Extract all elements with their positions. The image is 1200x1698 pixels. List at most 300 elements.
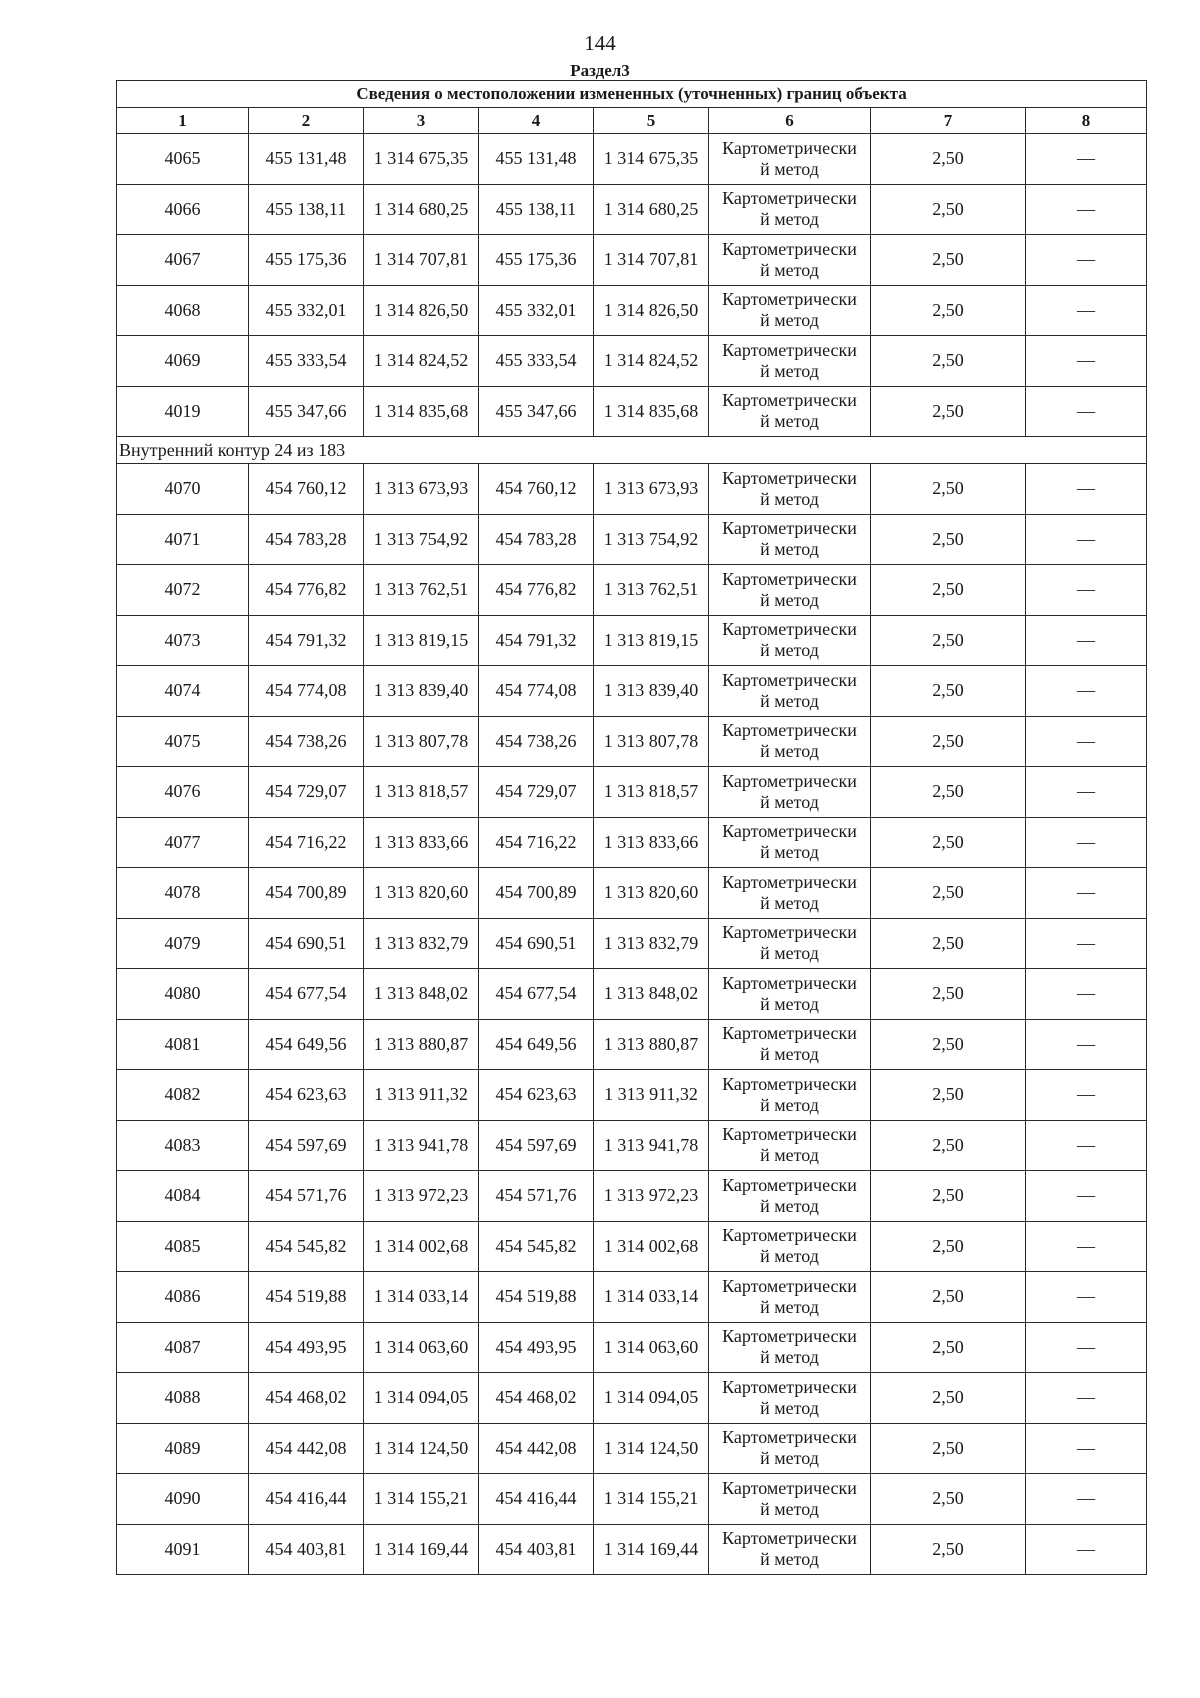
column-number: 7 <box>871 108 1026 134</box>
table-cell: 454 760,12 <box>479 464 594 515</box>
table-row <box>117 716 1147 767</box>
table-cell: 454 623,63 <box>479 1070 594 1121</box>
table-row <box>117 767 1147 818</box>
table-cell: 1 313 839,40 <box>364 666 479 717</box>
method-text-line: Картометрически <box>722 289 857 310</box>
table-cell <box>709 336 871 387</box>
table-cell: 454 519,88 <box>479 1272 594 1323</box>
table-cell: 2,50 <box>871 1272 1026 1323</box>
method-text-line: й метод <box>760 1549 819 1570</box>
method-text-line: й метод <box>760 1094 819 1115</box>
table-cell: 1 313 880,87 <box>594 1019 709 1070</box>
table-cell: 1 314 680,25 <box>594 184 709 235</box>
table-row <box>117 1171 1147 1222</box>
table-cell: 1 313 848,02 <box>594 969 709 1020</box>
table-cell <box>709 1524 871 1575</box>
table-row <box>117 1474 1147 1525</box>
table-cell: 2,50 <box>871 817 1026 868</box>
table-cell <box>709 817 871 868</box>
table-row <box>117 1120 1147 1171</box>
method-text-line: й метод <box>760 1448 819 1469</box>
table-cell: 1 314 826,50 <box>364 285 479 336</box>
table-cell: 1 314 675,35 <box>364 134 479 185</box>
table-cell: — <box>1026 565 1147 616</box>
table-cell: 454 700,89 <box>479 868 594 919</box>
table-cell: 4085 <box>117 1221 249 1272</box>
table-cell: 454 442,08 <box>249 1423 364 1474</box>
table-cell: 1 313 911,32 <box>364 1070 479 1121</box>
method-text-line: й метод <box>760 993 819 1014</box>
table-cell <box>709 1373 871 1424</box>
table-row <box>117 134 1147 185</box>
table-cell: 1 313 754,92 <box>364 514 479 565</box>
table-cell: 1 314 155,21 <box>364 1474 479 1525</box>
table-cell: 4069 <box>117 336 249 387</box>
table-cell: 454 416,44 <box>479 1474 594 1525</box>
table-cell: 454 677,54 <box>479 969 594 1020</box>
table-cell: — <box>1026 514 1147 565</box>
table-row <box>117 918 1147 969</box>
table-cell <box>709 969 871 1020</box>
method-text-line: й метод <box>760 1246 819 1267</box>
method-text-line: й метод <box>760 539 819 560</box>
table-cell: 1 314 155,21 <box>594 1474 709 1525</box>
table-cell: 455 333,54 <box>249 336 364 387</box>
column-number: 5 <box>594 108 709 134</box>
table-cell <box>709 868 871 919</box>
table-cell <box>709 1070 871 1121</box>
table-cell: 4086 <box>117 1272 249 1323</box>
table-cell: 1 313 818,57 <box>594 767 709 818</box>
table-cell: 454 468,02 <box>479 1373 594 1424</box>
table-cell: — <box>1026 868 1147 919</box>
table-row <box>117 817 1147 868</box>
table-cell: 4077 <box>117 817 249 868</box>
table-cell: 4087 <box>117 1322 249 1373</box>
table-cell: 455 332,01 <box>479 285 594 336</box>
table-cell: 455 138,11 <box>479 184 594 235</box>
method-text-line: Картометрически <box>722 568 857 589</box>
table-cell: 4019 <box>117 386 249 437</box>
table-cell: 2,50 <box>871 1322 1026 1373</box>
contour-label: Внутренний контур 24 из 183 <box>117 437 1147 464</box>
method-text-line: й метод <box>760 1195 819 1216</box>
table-cell: 4091 <box>117 1524 249 1575</box>
table-cell: 1 313 941,78 <box>364 1120 479 1171</box>
table-cell: 2,50 <box>871 1120 1026 1171</box>
method-text-line: Картометрически <box>722 1477 857 1498</box>
table-cell <box>709 1423 871 1474</box>
table-cell: 454 716,22 <box>249 817 364 868</box>
table-cell: 454 738,26 <box>249 716 364 767</box>
table-cell: — <box>1026 134 1147 185</box>
table-cell: 4073 <box>117 615 249 666</box>
method-text-line: Картометрически <box>722 821 857 842</box>
table-cell: 454 493,95 <box>479 1322 594 1373</box>
table-cell <box>709 767 871 818</box>
table-cell: — <box>1026 666 1147 717</box>
method-text-line: Картометрически <box>722 619 857 640</box>
method-text-line: й метод <box>760 1347 819 1368</box>
section-title: Раздел3 <box>570 61 630 80</box>
table-cell <box>709 464 871 515</box>
table-body <box>117 81 1147 1575</box>
table-caption: Сведения о местоположении измененных (уточненных) границ объекта <box>117 81 1147 108</box>
table-row <box>117 285 1147 336</box>
table-cell: 455 138,11 <box>249 184 364 235</box>
method-text-line: Картометрически <box>722 1326 857 1347</box>
table-cell: 1 314 124,50 <box>364 1423 479 1474</box>
method-text-line: й метод <box>760 791 819 812</box>
table-cell: 4078 <box>117 868 249 919</box>
table-cell: 4082 <box>117 1070 249 1121</box>
table-cell: 4084 <box>117 1171 249 1222</box>
table-cell: 454 729,07 <box>249 767 364 818</box>
column-number: 2 <box>249 108 364 134</box>
table-cell: 454 545,82 <box>479 1221 594 1272</box>
table-cell: — <box>1026 1120 1147 1171</box>
table-cell: 1 314 824,52 <box>594 336 709 387</box>
table-cell: 2,50 <box>871 1070 1026 1121</box>
table-cell: — <box>1026 1221 1147 1272</box>
method-text-line: й метод <box>760 259 819 280</box>
method-text-line: Картометрически <box>722 1023 857 1044</box>
method-text-line: й метод <box>760 690 819 711</box>
table-cell: — <box>1026 1474 1147 1525</box>
method-text-line: Картометрически <box>722 871 857 892</box>
table-cell: 1 313 839,40 <box>594 666 709 717</box>
method-text-line: й метод <box>760 360 819 381</box>
method-text-line: й метод <box>760 488 819 509</box>
table-cell <box>709 716 871 767</box>
table-cell: — <box>1026 1171 1147 1222</box>
column-number: 1 <box>117 108 249 134</box>
table-cell <box>709 1221 871 1272</box>
table-cell <box>709 666 871 717</box>
table-cell: 1 313 807,78 <box>594 716 709 767</box>
table-cell: 2,50 <box>871 386 1026 437</box>
table-cell: 1 313 754,92 <box>594 514 709 565</box>
table-cell: 454 783,28 <box>249 514 364 565</box>
table-cell <box>709 1120 871 1171</box>
table-cell: 1 313 848,02 <box>364 969 479 1020</box>
table-cell: 1 314 707,81 <box>364 235 479 286</box>
column-number: 3 <box>364 108 479 134</box>
table-cell: 454 760,12 <box>249 464 364 515</box>
table-row <box>117 868 1147 919</box>
table-cell: 1 314 033,14 <box>594 1272 709 1323</box>
table-cell: — <box>1026 918 1147 969</box>
table-cell: 2,50 <box>871 1373 1026 1424</box>
column-number: 4 <box>479 108 594 134</box>
table-cell: 455 131,48 <box>479 134 594 185</box>
method-text-line: й метод <box>760 943 819 964</box>
table-cell: 454 571,76 <box>479 1171 594 1222</box>
table-cell: — <box>1026 235 1147 286</box>
method-text-line: й метод <box>760 1145 819 1166</box>
table-cell <box>709 615 871 666</box>
table-cell: 1 314 063,60 <box>364 1322 479 1373</box>
table-cell: 1 314 169,44 <box>364 1524 479 1575</box>
table-cell: 1 313 941,78 <box>594 1120 709 1171</box>
table-cell: — <box>1026 184 1147 235</box>
table-cell: 2,50 <box>871 1171 1026 1222</box>
table-cell: — <box>1026 1373 1147 1424</box>
method-text-line: й метод <box>760 842 819 863</box>
table-cell: 454 468,02 <box>249 1373 364 1424</box>
table-cell: 2,50 <box>871 235 1026 286</box>
table-cell: 1 314 094,05 <box>594 1373 709 1424</box>
table-cell <box>709 235 871 286</box>
method-text-line: й метод <box>760 741 819 762</box>
table-cell: 454 783,28 <box>479 514 594 565</box>
table-cell <box>709 918 871 969</box>
table-cell: 2,50 <box>871 1423 1026 1474</box>
table-cell: 4081 <box>117 1019 249 1070</box>
table-cell: 2,50 <box>871 184 1026 235</box>
method-text-line: й метод <box>760 1044 819 1065</box>
table-cell: 2,50 <box>871 1019 1026 1070</box>
table-cell <box>709 184 871 235</box>
table-row <box>117 514 1147 565</box>
table-cell: 454 623,63 <box>249 1070 364 1121</box>
table-cell: 1 314 835,68 <box>364 386 479 437</box>
method-text-line: й метод <box>760 892 819 913</box>
method-text-line: й метод <box>760 1397 819 1418</box>
table-cell: 2,50 <box>871 716 1026 767</box>
table-cell: 455 333,54 <box>479 336 594 387</box>
table-cell: 454 403,81 <box>479 1524 594 1575</box>
table-cell: 2,50 <box>871 666 1026 717</box>
table-cell <box>709 565 871 616</box>
table-cell: 454 442,08 <box>479 1423 594 1474</box>
table-cell: 454 776,82 <box>249 565 364 616</box>
table-row <box>117 235 1147 286</box>
table-cell: 455 332,01 <box>249 285 364 336</box>
table-cell: 454 403,81 <box>249 1524 364 1575</box>
table-row <box>117 386 1147 437</box>
table-cell: 1 313 833,66 <box>594 817 709 868</box>
table-cell: 454 545,82 <box>249 1221 364 1272</box>
method-text-line: й метод <box>760 1296 819 1317</box>
table-cell: 2,50 <box>871 565 1026 616</box>
table-cell: — <box>1026 1322 1147 1373</box>
table-cell: — <box>1026 336 1147 387</box>
table-cell: 454 729,07 <box>479 767 594 818</box>
table-row <box>117 1070 1147 1121</box>
table-cell: — <box>1026 1019 1147 1070</box>
table-row <box>117 969 1147 1020</box>
column-number: 8 <box>1026 108 1147 134</box>
method-text-line: Картометрически <box>722 669 857 690</box>
table-row <box>117 1524 1147 1575</box>
table-cell: 4088 <box>117 1373 249 1424</box>
table-cell <box>709 1322 871 1373</box>
table-cell: 454 791,32 <box>249 615 364 666</box>
table-cell: 455 175,36 <box>249 235 364 286</box>
table-cell: 4090 <box>117 1474 249 1525</box>
page-number: 144 <box>584 31 616 55</box>
table-cell: 1 313 807,78 <box>364 716 479 767</box>
table-cell <box>709 1171 871 1222</box>
method-text-line: Картометрически <box>722 1174 857 1195</box>
table-cell: 1 314 094,05 <box>364 1373 479 1424</box>
table-cell: 1 314 680,25 <box>364 184 479 235</box>
table-cell: 2,50 <box>871 1524 1026 1575</box>
method-text-line: Картометрически <box>722 1225 857 1246</box>
table-cell: 2,50 <box>871 868 1026 919</box>
table-cell: — <box>1026 767 1147 818</box>
method-text-line: Картометрически <box>722 1427 857 1448</box>
method-text-line: й метод <box>760 640 819 661</box>
method-text-line: Картометрически <box>722 238 857 259</box>
method-text-line: Картометрически <box>722 467 857 488</box>
table-row <box>117 615 1147 666</box>
table-row <box>117 1373 1147 1424</box>
table-cell: 454 493,95 <box>249 1322 364 1373</box>
table-cell: 1 314 033,14 <box>364 1272 479 1323</box>
table-cell: 454 677,54 <box>249 969 364 1020</box>
table-cell: 4075 <box>117 716 249 767</box>
table-row <box>117 1423 1147 1474</box>
method-text-line: Картометрически <box>722 1528 857 1549</box>
table-cell: 1 313 832,79 <box>594 918 709 969</box>
table-row <box>117 565 1147 616</box>
method-text-line: Картометрически <box>722 720 857 741</box>
table-row <box>117 666 1147 717</box>
table-cell: 4071 <box>117 514 249 565</box>
table-cell: — <box>1026 1272 1147 1323</box>
table-cell: 454 791,32 <box>479 615 594 666</box>
table-cell: 1 314 835,68 <box>594 386 709 437</box>
table-cell: 4066 <box>117 184 249 235</box>
method-text-line: Картометрически <box>722 1275 857 1296</box>
table-row <box>117 1322 1147 1373</box>
table-cell: 4079 <box>117 918 249 969</box>
method-text-line: Картометрически <box>722 137 857 158</box>
table-row <box>117 184 1147 235</box>
table-cell: 1 314 675,35 <box>594 134 709 185</box>
table-cell: 455 131,48 <box>249 134 364 185</box>
table-cell: 1 314 124,50 <box>594 1423 709 1474</box>
method-text-line: Картометрически <box>722 390 857 411</box>
table-cell: 4068 <box>117 285 249 336</box>
method-text-line: Картометрически <box>722 770 857 791</box>
table-cell: 455 175,36 <box>479 235 594 286</box>
method-text-line: й метод <box>760 411 819 432</box>
table-cell: 454 716,22 <box>479 817 594 868</box>
table-cell: 1 314 002,68 <box>364 1221 479 1272</box>
method-text-line: Картометрически <box>722 1376 857 1397</box>
table-cell: 2,50 <box>871 969 1026 1020</box>
method-text-line: Картометрически <box>722 339 857 360</box>
table-cell: 455 347,66 <box>249 386 364 437</box>
table-cell <box>709 1474 871 1525</box>
table-cell: 4067 <box>117 235 249 286</box>
table-cell: 4089 <box>117 1423 249 1474</box>
table-cell: 1 314 169,44 <box>594 1524 709 1575</box>
table-cell: 1 313 819,15 <box>364 615 479 666</box>
table-cell: 1 313 818,57 <box>364 767 479 818</box>
table-cell <box>709 134 871 185</box>
table-cell: — <box>1026 285 1147 336</box>
table-cell: 1 314 824,52 <box>364 336 479 387</box>
table-cell: — <box>1026 386 1147 437</box>
table-cell: — <box>1026 1524 1147 1575</box>
table-cell: 454 416,44 <box>249 1474 364 1525</box>
method-text-line: й метод <box>760 209 819 230</box>
table-cell <box>709 285 871 336</box>
table-cell: 2,50 <box>871 134 1026 185</box>
table-cell: 454 597,69 <box>249 1120 364 1171</box>
method-text-line: Картометрически <box>722 1073 857 1094</box>
method-text-line: Картометрически <box>722 972 857 993</box>
table-caption-row <box>117 81 1147 108</box>
table-cell: 454 776,82 <box>479 565 594 616</box>
coordinates-table <box>116 80 1147 1575</box>
table-cell: 454 690,51 <box>249 918 364 969</box>
method-text-line: Картометрически <box>722 1124 857 1145</box>
table-cell: 1 313 820,60 <box>594 868 709 919</box>
table-row <box>117 1221 1147 1272</box>
contour-row <box>117 437 1147 464</box>
method-text-line: Картометрически <box>722 518 857 539</box>
method-text-line: й метод <box>760 310 819 331</box>
table-cell: 454 571,76 <box>249 1171 364 1222</box>
table-cell: — <box>1026 615 1147 666</box>
table-cell: 2,50 <box>871 918 1026 969</box>
method-text-line: й метод <box>760 589 819 610</box>
column-number: 6 <box>709 108 871 134</box>
table-cell: 4070 <box>117 464 249 515</box>
method-text-line: Картометрически <box>722 922 857 943</box>
table-cell: 2,50 <box>871 1221 1026 1272</box>
table-cell: 1 313 972,23 <box>594 1171 709 1222</box>
table-cell: — <box>1026 716 1147 767</box>
table-cell: 454 738,26 <box>479 716 594 767</box>
table-cell <box>709 1019 871 1070</box>
table-cell: 1 314 002,68 <box>594 1221 709 1272</box>
method-text-line: й метод <box>760 1498 819 1519</box>
table-cell: 454 597,69 <box>479 1120 594 1171</box>
table-row <box>117 1272 1147 1323</box>
table-cell: 4074 <box>117 666 249 717</box>
table-cell: 454 519,88 <box>249 1272 364 1323</box>
table-cell <box>709 386 871 437</box>
table-cell: 1 313 673,93 <box>594 464 709 515</box>
table-row <box>117 1019 1147 1070</box>
table-cell: 4076 <box>117 767 249 818</box>
table-cell: 2,50 <box>871 336 1026 387</box>
table-cell: 1 313 832,79 <box>364 918 479 969</box>
table-cell <box>709 1272 871 1323</box>
table-cell: 455 347,66 <box>479 386 594 437</box>
table-cell: 4072 <box>117 565 249 616</box>
table-cell: 1 313 762,51 <box>364 565 479 616</box>
table-cell: 454 649,56 <box>249 1019 364 1070</box>
table-cell: 2,50 <box>871 285 1026 336</box>
table-cell: 2,50 <box>871 615 1026 666</box>
table-cell: — <box>1026 969 1147 1020</box>
table-cell: — <box>1026 1070 1147 1121</box>
table-cell: — <box>1026 817 1147 868</box>
table-cell: 2,50 <box>871 514 1026 565</box>
method-text-line: Картометрически <box>722 188 857 209</box>
column-number-row <box>117 108 1147 134</box>
table-cell: — <box>1026 464 1147 515</box>
table-cell: 2,50 <box>871 464 1026 515</box>
table-cell: 1 313 972,23 <box>364 1171 479 1222</box>
